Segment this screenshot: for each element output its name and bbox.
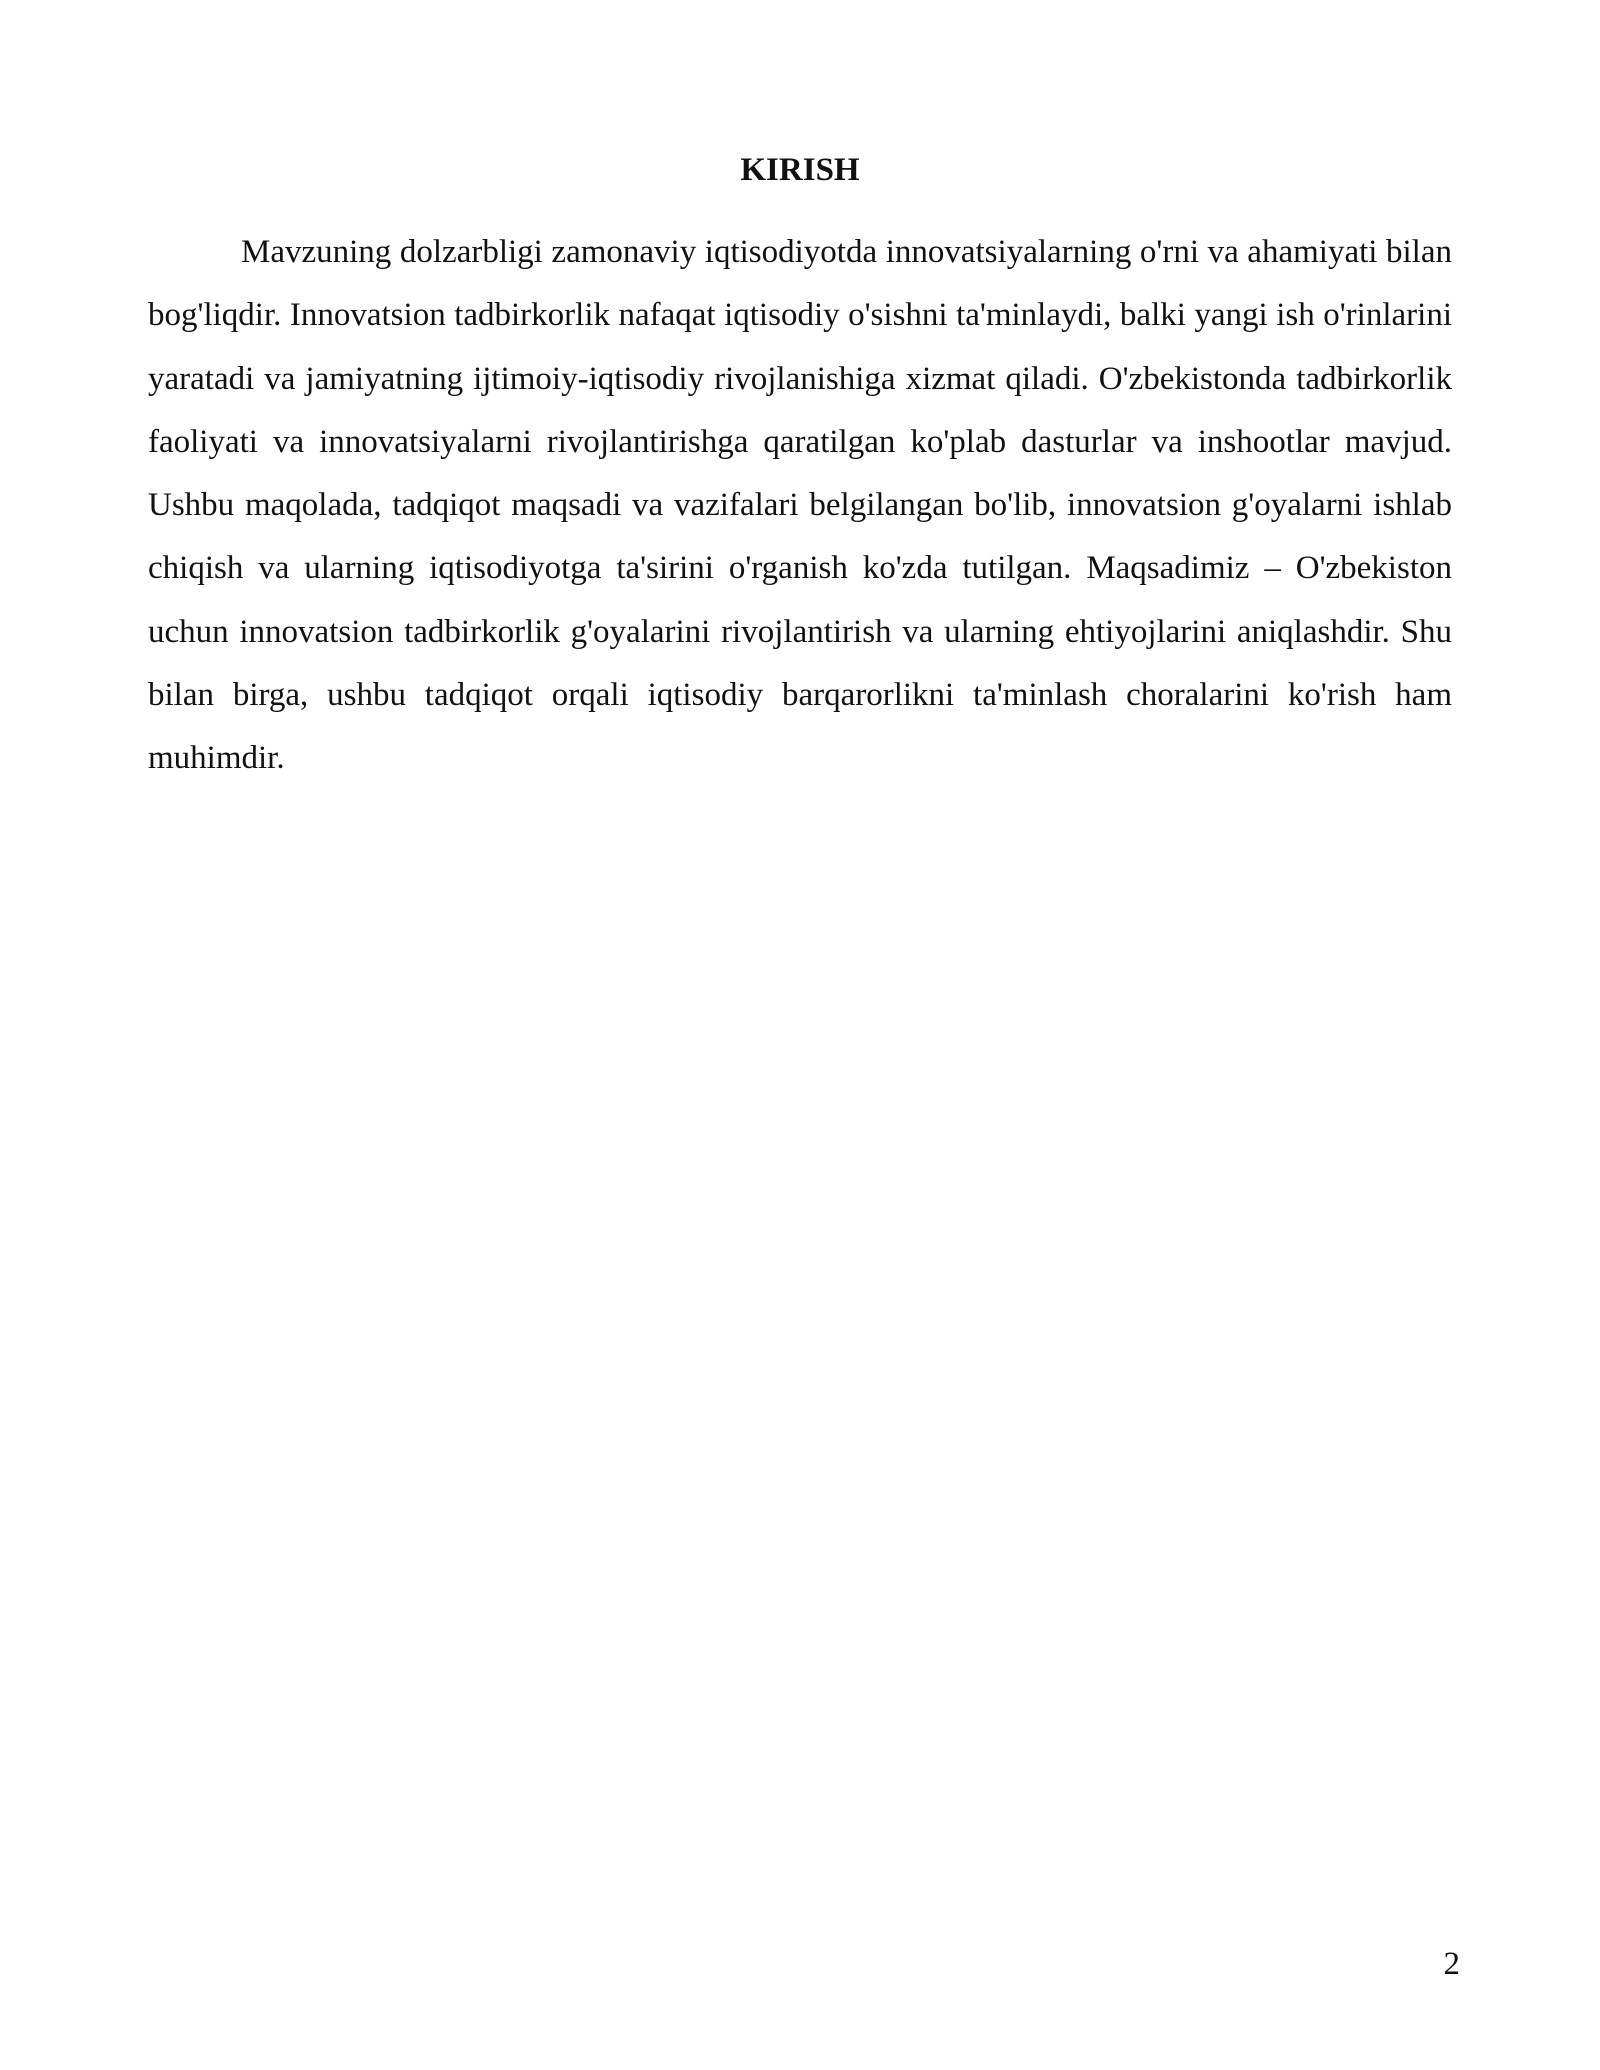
section-heading: KIRISH bbox=[740, 152, 860, 188]
page-number: 2 bbox=[1443, 1946, 1460, 1982]
body-paragraph: Mavzuning dolzarbligi zamonaviy iqtisodiyotda innovatsiyalarning o'rni va ahamiyati bilan bog'liqdir. Innovatsion tadbirkorlik nafaqat iqtisodiy o'sishni ta'minlaydi, balki yangi ish o'rinlarini yaratadi va jamiyatning ijtimoiy-iqtisodiy rivojlanishiga xizmat qiladi. O'zbekistonda tadbirkorlik faoliyati va innovatsiyalarni rivojlantirishga qaratilgan ko'plab dasturlar va inshootlar mavjud. Ushbu maqolada, tadqiqot maqsadi va vazifalari belgilangan bo'lib, innovatsion g'oyalarni ishlab chiqish va ularning iqtisodiyotga ta'sirini o'rganish ko'zda tutilgan. Maqsadimiz – O'zbekiston uchun innovatsion tadbirkorlik g'oyalarini rivojlantirish va ularning ehtiyojlarini aniqlashdir. Shu bilan birga, ushbu tadqiqot orqali iqtisodiy barqarorlikni ta'minlash choralarini ko'rish ham muhimdir. bbox=[148, 234, 1452, 777]
